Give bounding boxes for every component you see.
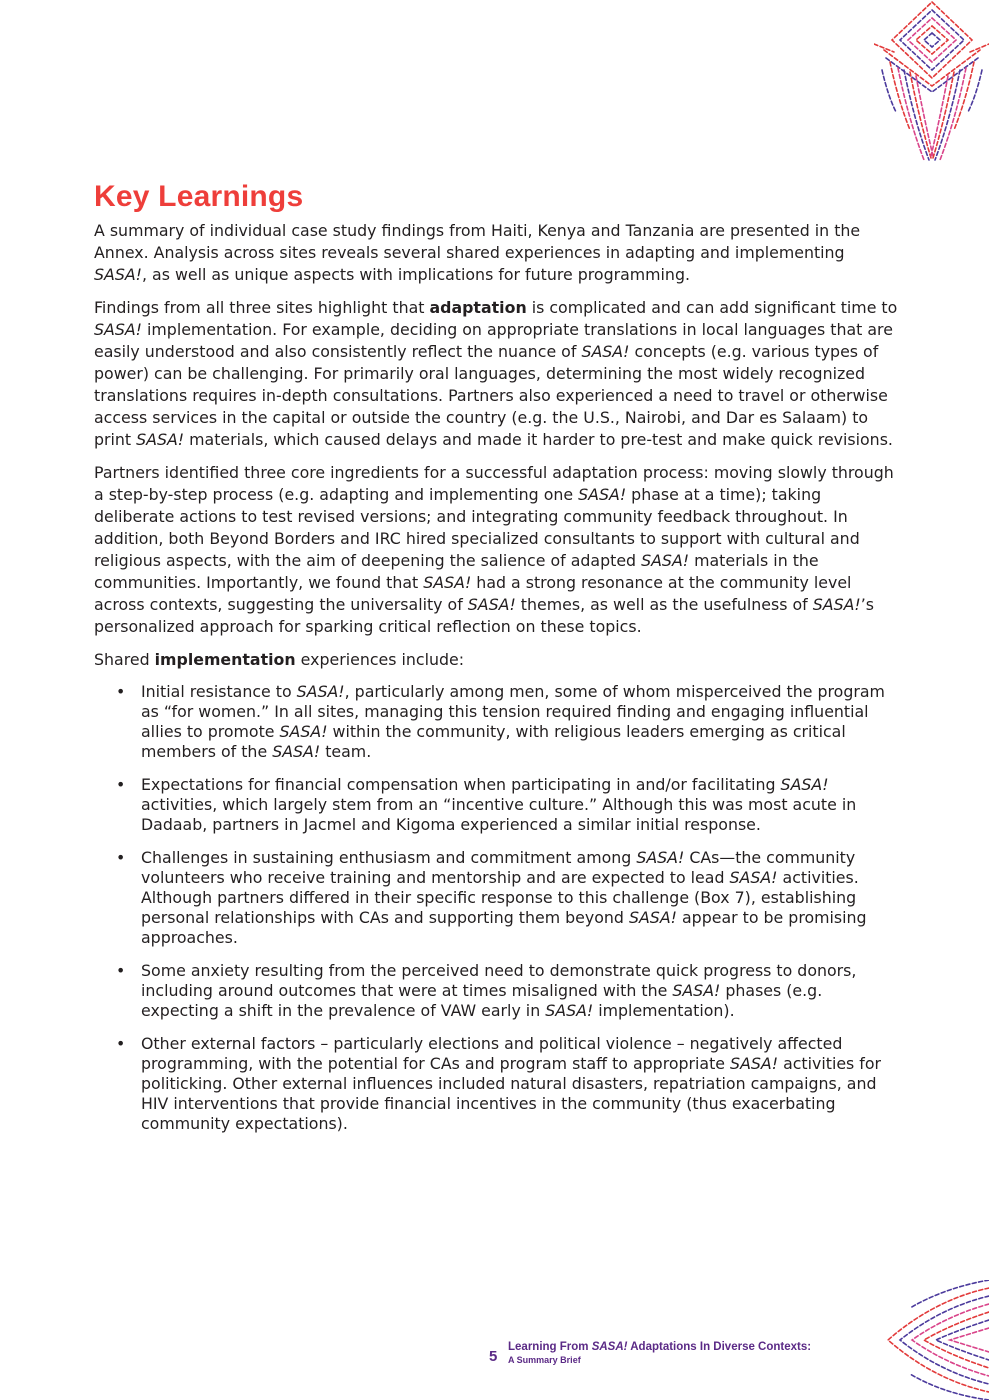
italic-term: SASA!	[94, 265, 142, 284]
list-item	[141, 775, 899, 835]
decorative-pattern-bottom	[874, 1280, 989, 1400]
bullet-list	[94, 682, 899, 1134]
italic-term: SASA!	[628, 908, 677, 927]
italic-term: SASA!	[136, 430, 185, 449]
text-run: CAs—the community volunteers who receive training and mentorship and are expected to lead	[141, 848, 856, 887]
text-run: Findings from all three sites highlight that	[94, 298, 430, 317]
text-run: experiences include:	[295, 650, 465, 669]
text-run: implementation).	[593, 1001, 735, 1020]
text-run: activities. Although partners differed in their specific response to this challenge (Box 7), establishing personal relationships with CAs and supporting them beyond	[141, 868, 859, 927]
footer-subtitle: A Summary Brief	[508, 1355, 581, 1365]
text-run: Some anxiety resulting from the perceived need to demonstrate quick progress to donors, including around outcomes that were at times misaligned with the	[141, 961, 857, 1000]
text-run: Challenges in sustaining enthusiasm and commitment among	[141, 848, 637, 867]
italic-term: SASA!	[780, 775, 829, 794]
list-item	[141, 848, 899, 948]
list-item	[141, 961, 899, 1021]
text-run: team.	[320, 742, 372, 761]
bold-term: implementation	[154, 650, 296, 669]
text-run: Expectations for financial compensation when participating in and/or facilitating	[141, 775, 781, 794]
italic-term: SASA!	[296, 682, 345, 701]
italic-term: SASA!	[94, 320, 142, 339]
text-run: Initial resistance to	[141, 682, 297, 701]
paragraph-3	[94, 462, 899, 638]
footer-title: Learning From SASA! Adaptations In Diverse Contexts:	[508, 1341, 812, 1353]
italic-term: SASA!	[545, 1001, 594, 1020]
italic-term: SASA!	[730, 1054, 779, 1073]
text-run: is complicated and can add significant time to	[526, 298, 898, 317]
italic-term: SASA!	[729, 868, 778, 887]
text-run: A summary of individual case study findings from Haiti, Kenya and Tanzania are presented in the Annex. Analysis across sites reveals several shared experiences in adapting and implementing	[94, 221, 861, 262]
paragraph-1	[94, 220, 899, 286]
text-run: had a strong resonance at the community level across contexts, suggesting the universality of	[94, 573, 852, 614]
italic-term: SASA!	[812, 595, 861, 614]
text-run: phase at a time); taking deliberate actions to test revised versions; and integrating community feedback throughout. In addition, both Beyond Borders and IRC hired specialized consultants to support with cultural and religious aspects, with the aim of deepening the salience of adapted	[94, 485, 860, 570]
italic-term: SASA!	[578, 485, 627, 504]
text-run: phases (e.g. expecting a shift in the prevalence of VAW early in	[141, 981, 823, 1020]
italic-term: SASA!	[279, 722, 328, 741]
italic-term: SASA!	[467, 595, 516, 614]
text-run: Other external factors – particularly elections and political violence – negatively affected programming, with the potential for CAs and program staff to appropriate	[141, 1034, 843, 1073]
text-run: concepts (e.g. various types of power) can be challenging. For primarily oral languages, determining the most widely recognized translations requires in-depth consultations. Partners also experienced a need to travel or otherwise access services in the capital or outside the country (e.g. the U.S., Nairobi, and Dar es Salaam) to print	[94, 342, 888, 449]
italic-term: SASA!	[423, 573, 472, 592]
italic-term: SASA!	[272, 742, 321, 761]
list-item	[141, 1034, 899, 1134]
text-run: within the community, with religious leaders emerging as critical members of the	[141, 722, 846, 761]
italic-term: SASA!	[641, 551, 690, 570]
text-run: , particularly among men, some of whom misperceived the program as “for women.” In all sites, managing this tension required finding and engaging influential allies to promote	[141, 682, 885, 741]
text-run: Shared	[94, 650, 155, 669]
text-run: , as well as unique aspects with implications for future programming.	[142, 265, 690, 284]
text-run: ’s personalized approach for sparking critical reflection on these topics.	[94, 595, 875, 636]
text-run: materials in the communities. Importantly, we found that	[94, 551, 819, 592]
text-run: activities, which largely stem from an “incentive culture.” Although this was most acute in Dadaab, partners in Jacmel and Kigoma experienced a similar initial response.	[141, 795, 857, 834]
body-content	[94, 220, 899, 1147]
list-item	[141, 682, 899, 762]
text-run: Partners identified three core ingredients for a successful adaptation process: moving slowly through a step-by-step process (e.g. adapting and implementing one	[94, 463, 894, 504]
paragraph-2	[94, 297, 899, 451]
section-heading: Key Learnings	[94, 180, 304, 213]
italic-term: SASA!	[636, 848, 685, 867]
text-run: themes, as well as the usefulness of	[515, 595, 813, 614]
text-run: implementation. For example, deciding on appropriate translations in local languages that are easily understood and also consistently reflect the nuance of	[94, 320, 893, 361]
decorative-pattern-top	[874, 0, 989, 165]
bold-term: adaptation	[429, 298, 527, 317]
text-run: materials, which caused delays and made it harder to pre-test and make quick revisions.	[184, 430, 893, 449]
text-run: appear to be promising approaches.	[141, 908, 867, 947]
italic-term: SASA!	[672, 981, 721, 1000]
paragraph-4	[94, 649, 899, 671]
italic-term: SASA!	[581, 342, 630, 361]
text-run: activities for politicking. Other external influences included natural disasters, repatriation campaigns, and HIV interventions that provide financial incentives in the community (thus exacerbating community expectations).	[141, 1054, 882, 1133]
page-number: 5	[489, 1348, 498, 1365]
